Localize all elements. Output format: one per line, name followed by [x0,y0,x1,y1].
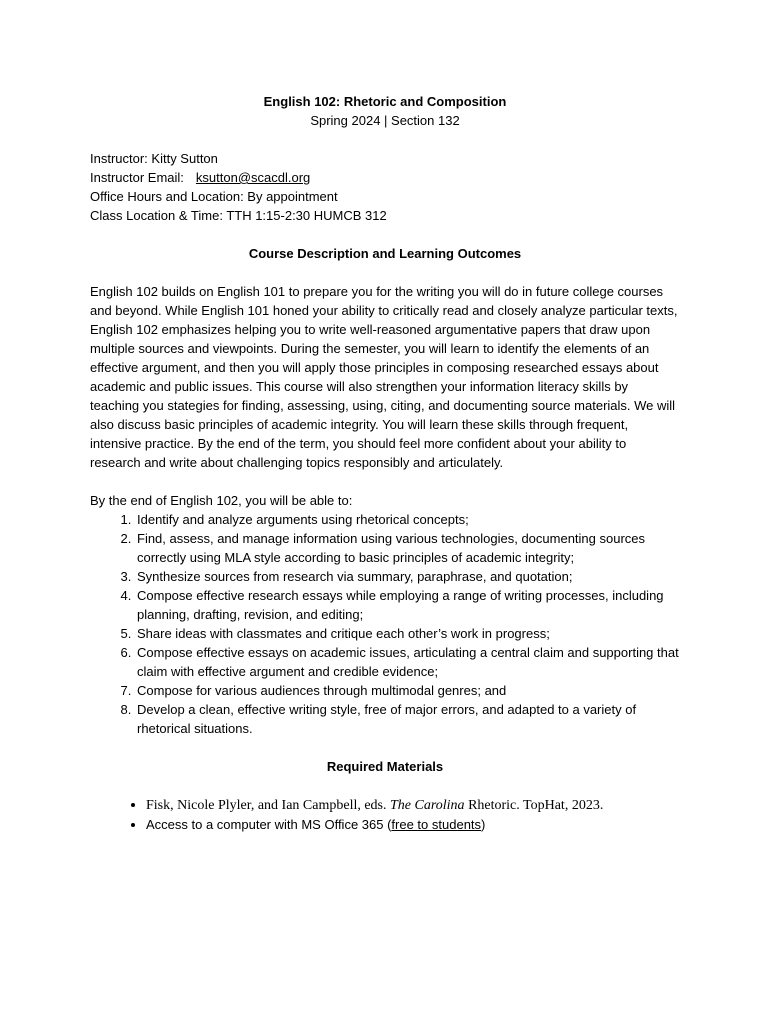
outcome-item: 8. Develop a clean, effective writing style, free of major errors, and adapted to a variety of rhetorical situations. [135,700,680,738]
outcome-item: 4. Compose effective research essays while employing a range of writing processes, including planning, drafting, revision, and editing; [135,586,680,624]
computer-text: Access to a computer with MS Office 365 ( [146,817,392,832]
material-textbook [146,795,680,815]
textbook-publisher: . TopHat, 2023. [516,798,604,813]
course-title: English 102: Rhetoric and Composition [263,94,507,109]
textbook-title: The Carolina [390,798,465,813]
course-description: English 102 builds on English 101 to prepare you for the writing you will do in future college courses and beyond. While English 101 honed your ability to critically read and closely analyze particular texts, English 102 emphasizes helping you to write well-reasoned argumentative papers that draw upon multiple sources and viewpoints. During the semester, you will learn to identify the elements of an effective argument, and then you will apply those principles in composing researched essays about academic and public issues. This course will also strengthen your information literacy skills by teaching you stategies for finding, assessing, using, citing, and documenting source materials. We will also discuss basic principles of academic integrity. You will learn these skills through frequent, intensive practice. By the end of the term, you should feel more confident about your ability to research and write about challenging topics responsibly and articulately. [90,284,678,470]
textbook-title-rest: Rhetoric [468,798,517,813]
instructor-info [90,149,680,225]
materials-heading: Required Materials [326,759,444,774]
outcomes-intro: By the end of English 102, you will be able to: [90,493,353,508]
class-location: Class Location & Time: TTH 1:15-2:30 HUMCB 312 [90,208,387,223]
outcome-item: 3. Synthesize sources from research via summary, paraphrase, and quotation; [135,567,680,586]
computer-close: ) [481,817,486,832]
outcome-item: 1. Identify and analyze arguments using rhetorical concepts; [135,510,680,529]
syllabus-content [90,92,680,834]
textbook-authors: Fisk, Nicole Plyler, and Ian Campbell, eds. [146,798,387,813]
instructor-email-link[interactable]: ksutton@scacdl.org [195,170,311,185]
outcome-item: 2. Find, assess, and manage information using various technologies, documenting sources correctly using MLA style according to basic principles of academic integrity; [135,529,680,567]
instructor-email-line [90,168,680,187]
office-hours: Office Hours and Location: By appointment [90,189,338,204]
instructor-email-label: Instructor Email: [90,170,184,185]
material-computer [146,815,680,834]
office365-link[interactable]: free to students [391,817,482,832]
description-heading: Course Description and Learning Outcomes [248,246,522,261]
outcomes-list [90,510,680,738]
course-term: Spring 2024 | Section 132 [310,113,460,128]
outcome-item: 6. Compose effective essays on academic issues, articulating a central claim and supporting that claim with effective argument and credible evidence; [135,643,680,681]
textbook-citation [146,796,680,815]
outcome-item: 7. Compose for various audiences through multimodal genres; and [135,681,680,700]
instructor-name: Instructor: Kitty Sutton [90,151,218,166]
outcome-item: 5. Share ideas with classmates and critique each other’s work in progress; [135,624,680,643]
materials-list [90,795,680,834]
